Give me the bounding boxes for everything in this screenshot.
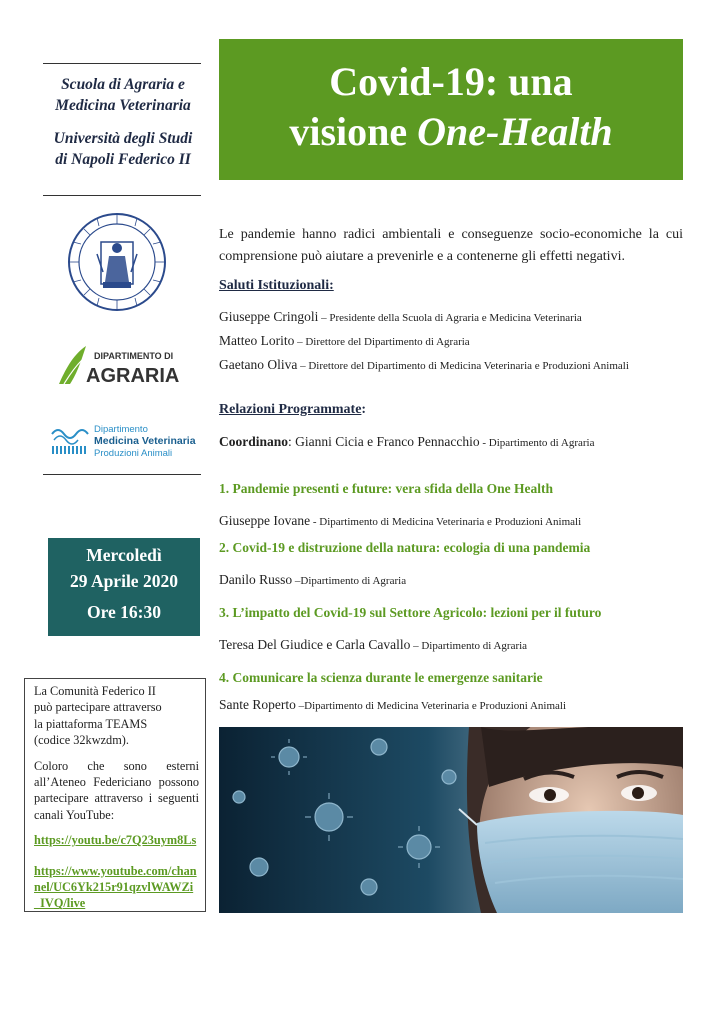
title-line-2-italic: One-Health [417,109,613,154]
speaker-role: – Dipartimento di Agraria [410,640,528,652]
coordinators [219,434,683,450]
agraria-leaf-icon [56,342,192,388]
university-seal-icon [67,212,167,312]
talk-1-speaker [219,513,683,529]
speaker-role: – Direttore del Dipartimento di Agraria [294,336,470,348]
agraria-logo-small: DIPARTIMENTO DI [94,351,174,361]
relazioni-colon: : [361,402,367,417]
youtube-info-text-a: Coloro che sono esterni all’Ateneo Federiciano possono partecipare [34,758,199,806]
youtube-info-text-c: i seguenti canali YouTube: [34,791,200,822]
speaker-name: Danilo Russo [219,572,293,587]
virus-photo-illustration [219,727,683,913]
talk-4-title: 4. Comunicare la scienza durante le emergenze sanitarie [219,670,543,685]
speaker-role: – Direttore del Dipartimento di Medicina Veterinaria e Produzioni Animali [297,360,629,372]
talk-4-speaker [219,697,683,713]
speaker-name: Sante Roperto [219,697,296,712]
talk-2-speaker [219,572,683,588]
speaker-name: Giuseppe Cringoli [219,309,319,324]
vet-wave-icon [50,420,200,460]
saluti-speaker-1 [219,309,683,325]
lower-rule [43,474,201,475]
youtube-info [34,758,199,824]
speaker-name: Matteo Lorito [219,333,295,348]
vet-logo-line-1: Dipartimento [94,424,148,435]
youtube-link-1[interactable]: https://youtu.be/c7Q23uym8Ls [34,833,197,848]
school-line-2: Medicina Veterinaria [55,97,191,114]
speaker-name: Gaetano Oliva [219,357,298,372]
event-date: 29 Aprile 2020 [70,571,178,591]
coordinators-label: Coordinano [219,434,289,449]
intro-paragraph: Le pandemie hanno radici ambientali e conseguenze socio-economiche la cui comprensione può aiutare a prevenirle e a contenerne gli effetti negativi. [219,227,683,264]
saluti-heading: Saluti Istituzionali: [219,278,334,293]
vet-logo-line-3: Produzioni Animali [94,448,173,459]
title-line-1: Covid-19: una [329,59,573,104]
school-name [40,74,206,116]
middle-rule [43,195,201,196]
coordinators-names: : Gianni Cicia e Franco Pennacchio [288,434,480,449]
talk-1-title: 1. Pandemie presenti e future: vera sfida della One Health [219,481,553,496]
event-date-box [48,538,200,636]
talk-3-speaker [219,637,683,653]
relazioni-heading-row [219,402,683,418]
teams-info: La Comunità Federico II può partecipare attraverso la piattaforma TEAMS (codice 32kwzdm). [34,684,162,748]
speaker-name: Teresa Del Giudice e Carla Cavallo [219,637,411,652]
university-name [40,128,206,170]
vet-logo [50,420,200,460]
talk-2-title: 2. Covid-19 e distruzione della natura: ecologia di una pandemia [219,540,591,555]
youtube-info-text-b: attraverso [94,791,143,806]
event-time: Ore 16:30 [86,602,162,622]
event-day: Mercoledì [86,545,162,565]
talk-3-title: 3. L’impatto del Covid-19 sul Settore Agricolo: lezioni per il futuro [219,605,602,620]
saluti-speaker-2 [219,333,683,349]
agraria-logo [56,342,192,388]
speaker-role: –Dipartimento di Medicina Veterinaria e Produzioni Animali [295,700,567,712]
speaker-role: –Dipartimento di Agraria [292,575,407,587]
coordinators-role: - Dipartimento di Agraria [479,437,595,449]
speaker-role: - Dipartimento di Medicina Veterinaria e Produzioni Animali [310,516,582,528]
speaker-name: Giuseppe Iovane [219,513,311,528]
vet-logo-line-2: Medicina Veterinaria [94,435,196,447]
speaker-role: – Presidente della Scuola di Agraria e Medicina Veterinaria [318,312,582,324]
youtube-link-2[interactable]: https://www.youtube.com/channel/UC6Yk215r91qzvlWAWZi_IVQ/live [34,863,197,911]
relazioni-heading: Relazioni Programmate [219,402,362,417]
agraria-logo-big: AGRARIA [86,365,180,387]
masked-woman-photo [219,727,683,913]
participation-info-box [24,678,206,912]
title-banner [219,39,683,180]
school-line-1: Scuola di Agraria e [61,76,185,93]
title-line-2 [219,107,683,157]
title-line-2-plain: visione [289,109,418,154]
university-line-1: Università degli Studi [53,130,193,147]
school-name-block [40,74,206,170]
university-line-2: di Napoli Federico II [55,151,191,168]
top-rule [43,63,201,64]
saluti-speaker-3 [219,357,683,373]
